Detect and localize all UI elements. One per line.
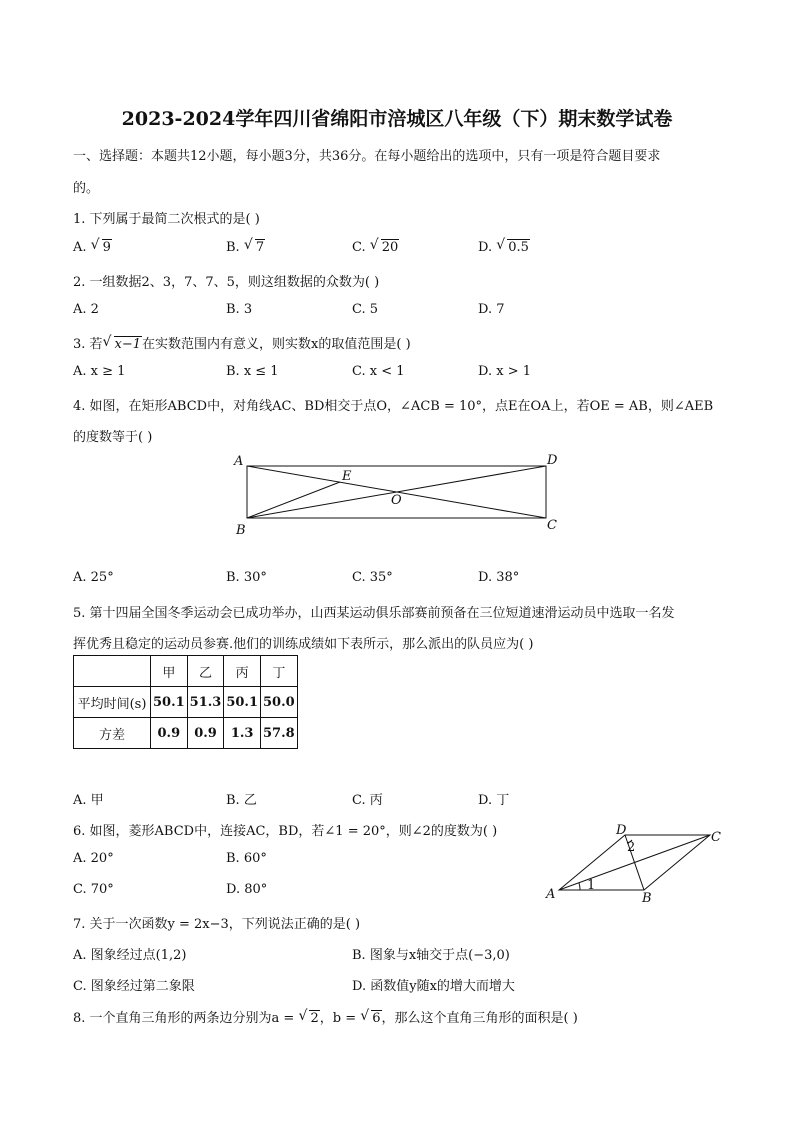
q1-option-d-label: D. (478, 240, 493, 255)
fig4-label-c: C (547, 518, 557, 533)
q4-option-d: D. 38° (478, 570, 520, 585)
q3-option-a: A. x ≥ 1 (73, 364, 126, 379)
table-header-cell: 丙 (224, 656, 261, 687)
q3-option-c: C. x < 1 (352, 364, 405, 379)
q4-stem-line2: 的度数等于( ) (73, 430, 153, 445)
section-instructions-line2: 的。 (73, 181, 100, 196)
q1-option-c (352, 237, 399, 255)
q1-option-c-radical: √ 20 (369, 237, 399, 255)
q5-option-d: D. 丁 (478, 793, 510, 808)
q8-stem (73, 1007, 578, 1026)
q8-stem-mid: ，b = (319, 1011, 361, 1026)
q6-option-c: C. 70° (73, 882, 114, 897)
table-row (74, 687, 298, 718)
fig4-label-a: A (234, 454, 244, 469)
table-header-row (74, 656, 298, 687)
table-cell: 1.3 (224, 718, 261, 749)
q8-b-radical: √ 6 (360, 1008, 381, 1026)
table-cell: 50.0 (261, 687, 298, 718)
fig4-label-e: E (342, 469, 352, 484)
q6-rhombus-figure (540, 818, 730, 908)
q8-b-radicand: 6 (372, 1011, 381, 1026)
q1-option-a (73, 237, 112, 255)
table-header-cell: 乙 (187, 656, 224, 687)
table-row (74, 718, 298, 749)
table-cell: 51.3 (187, 687, 224, 718)
q1-option-b-label: B. (226, 240, 240, 255)
q8-stem-pre: 8. 一个直角三角形的两条边分别为a = (73, 1011, 299, 1026)
table-cell: 50.1 (151, 687, 188, 718)
q1-option-a-radicand: 9 (102, 240, 111, 255)
q1-option-d-radicand: 0.5 (508, 240, 529, 255)
section-instructions-line1: 一、选择题：本题共12小题，每小题3分，共36分。在每小题给出的选项中，只有一项是符合题目要求 (73, 149, 661, 164)
q4-option-c: C. 35° (352, 570, 393, 585)
q8-stem-post: ，那么这个直角三角形的面积是( ) (381, 1011, 578, 1026)
q3-option-b: B. x ≤ 1 (226, 364, 279, 379)
q5-stem-line1: 5. 第十四届全国冬季运动会已成功举办，山西某运动俱乐部赛前预备在三位短道速滑运动员中选取一名发 (73, 606, 675, 621)
table-cell: 50.1 (224, 687, 261, 718)
angle-1-arc (579, 883, 580, 890)
q8-a-radicand: 2 (310, 1011, 319, 1026)
q3-radicand: x−1 (114, 337, 142, 352)
table-cell: 0.9 (151, 718, 188, 749)
table-cell: 方差 (74, 718, 151, 749)
fig6-label-a: A (546, 887, 556, 902)
q3-stem-post: 在实数范围内有意义，则实数x的取值范围是( ) (142, 337, 411, 352)
q5-option-a: A. 甲 (73, 793, 104, 808)
fig6-label-c: C (711, 830, 721, 845)
q1-option-b (226, 237, 265, 255)
q2-option-b: B. 3 (226, 302, 253, 317)
q7-option-c: C. 图象经过第二象限 (73, 979, 195, 994)
q1-option-a-label: A. (73, 240, 87, 255)
q1-option-d-radical: √ 0.5 (496, 237, 529, 255)
q1-option-b-radicand: 7 (255, 240, 265, 255)
q1-option-c-label: C. (352, 240, 366, 255)
table-header-cell: 甲 (151, 656, 188, 687)
fig6-label-angle-2: 2 (627, 840, 636, 855)
q5-option-b: B. 乙 (226, 793, 257, 808)
q6-option-d: D. 80° (226, 882, 268, 897)
page-title: 2023-2024学年四川省绵阳市涪城区八年级（下）期末数学试卷 (121, 108, 673, 130)
table-cell: 平均时间(s) (74, 687, 151, 718)
table-cell: 0.9 (187, 718, 224, 749)
q6-option-a: A. 20° (73, 851, 114, 866)
q5-score-table (73, 655, 298, 749)
q1-option-d (478, 237, 530, 255)
q1-option-a-radical: √ 9 (90, 237, 111, 255)
q1-option-b-radical: √ 7 (243, 237, 265, 255)
table-header-cell: 丁 (261, 656, 298, 687)
fig6-label-d: D (616, 823, 627, 838)
q2-option-a: A. 2 (73, 302, 99, 317)
q7-stem: 7. 关于一次函数y = 2x−3，下列说法正确的是( ) (73, 917, 361, 932)
q3-stem (73, 333, 411, 352)
q1-option-c-radicand: 20 (381, 240, 399, 255)
q3-stem-pre: 3. 若 (73, 337, 103, 352)
fig4-label-b: B (236, 523, 246, 538)
q7-option-b: B. 图象与x轴交于点(−3,0) (352, 948, 510, 963)
q3-option-d: D. x > 1 (478, 364, 531, 379)
q4-rectangle-figure (228, 448, 568, 540)
q1-stem: 1. 下列属于最简二次根式的是( ) (73, 212, 260, 227)
q4-option-b: B. 30° (226, 570, 267, 585)
q6-option-b: B. 60° (226, 851, 267, 866)
fig4-label-o: O (391, 493, 402, 508)
fig6-label-angle-1: 1 (587, 878, 596, 893)
q2-option-d: D. 7 (478, 302, 505, 317)
q2-option-c: C. 5 (352, 302, 379, 317)
q5-option-c: C. 丙 (352, 793, 383, 808)
segment-be (247, 482, 340, 518)
q7-option-d: D. 函数值y随x的增大而增大 (352, 979, 515, 994)
q7-option-a: A. 图象经过点(1,2) (73, 948, 187, 963)
table-header-cell (74, 656, 151, 687)
q8-a-radical: √ 2 (298, 1008, 319, 1026)
table-cell: 57.8 (261, 718, 298, 749)
q5-stem-line2: 挥优秀且稳定的运动员参赛.他们的训练成绩如下表所示，那么派出的队员应为( ) (73, 637, 534, 652)
fig6-label-b: B (642, 891, 652, 906)
q6-stem: 6. 如图，菱形ABCD中，连接AC，BD，若∠1 = 20°，则∠2的度数为( ) (73, 824, 498, 839)
q2-stem: 2. 一组数据2、3，7、7、5，则这组数据的众数为( ) (73, 275, 380, 290)
q3-radical: √ x−1 (102, 334, 142, 352)
fig4-label-d: D (547, 453, 558, 468)
q4-option-a: A. 25° (73, 570, 114, 585)
q4-stem-line1: 4. 如图，在矩形ABCD中，对角线AC、BD相交于点O，∠ACB = 10°，点E在OA上，若OE = AB，则∠AEB (73, 399, 714, 414)
